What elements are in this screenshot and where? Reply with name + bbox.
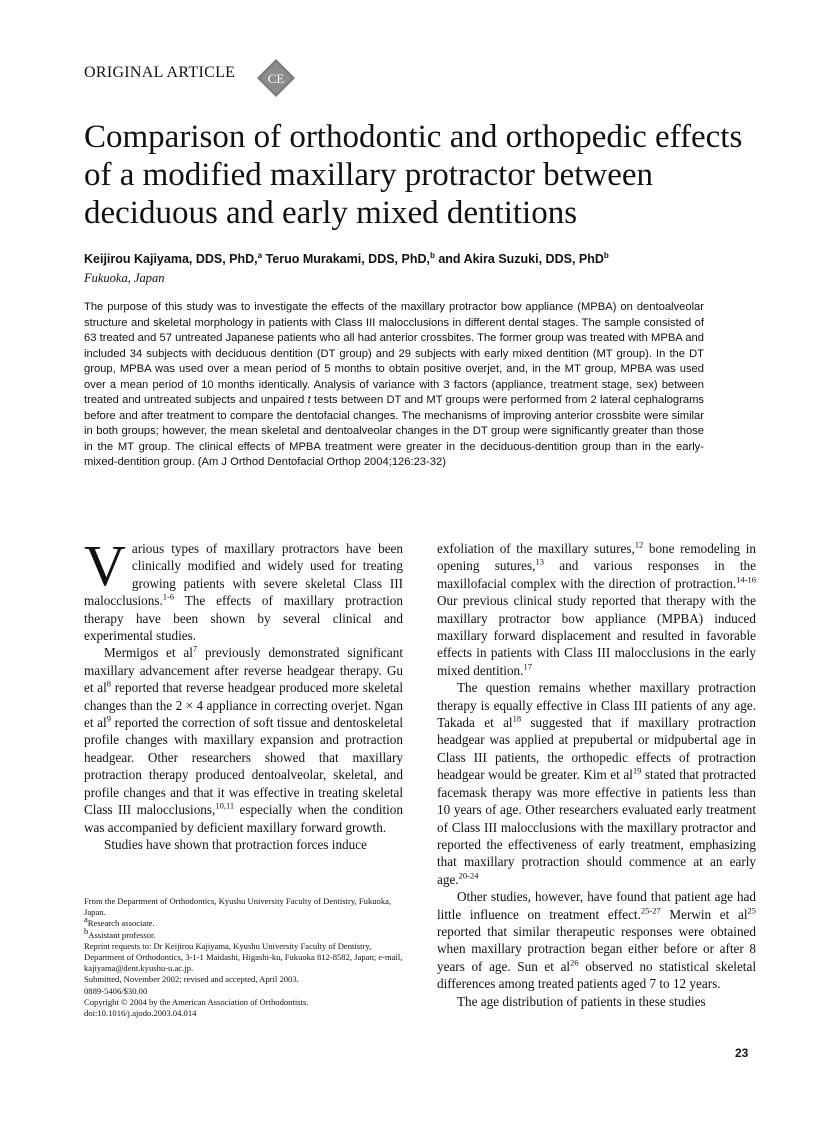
footnote-submitted: Submitted, November 2002; revised and accepted, April 2003. <box>84 974 299 985</box>
footnote-reprint: Reprint requests to: Dr Keijirou Kajiyama, Kyushu University Faculty of Dentistry, Department of Orthodontics, 3-1-1 Maidashi, Higashi-ku, Fukuoka 812-8582, Japan; e-mail, kajiyama@dent.kyushu-u.ac.jp. <box>84 940 403 974</box>
footnote-issn: 0889-5406/$30.00 <box>84 985 148 996</box>
article-title: Comparison of orthodontic and orthopedic effects of a modified maxillary protractor between deciduous and early mixed dentitions <box>84 119 743 231</box>
footnote-affiliation: From the Department of Orthodontics, Kyushu University Faculty of Dentistry, Fukuoka, Japan. <box>84 896 392 918</box>
article-type-label: ORIGINAL ARTICLE <box>84 64 236 81</box>
abstract-text-1: The purpose of this study was to investigate the effects of the maxillary protractor bow appliance (MPBA) on dentoalveolar structure and skeletal morphology in patients with Class III malocclusions in different dental stages. The sample consisted of 63 treated and 57 untreated Japanese patients who all had anterior crossbites. The former group was treated with MPBA and included 34 subjects with deciduous dentition (DT group) and 29 subjects with early mixed dentition (MT group). In the DT group, MPBA was used over a mean period of 5 months to obtain positive overjet, and, in the MT group, MPBA was used over a mean period of 10 months identically. Analysis of variance with 3 factors (appliance, treatment stage, sex) between treated and untreated subjects and unpaired <box>84 301 704 406</box>
author-1: Keijirou Kajiyama, DDS, PhD, <box>84 252 258 266</box>
body-paragraph: The question remains whether maxillary protraction therapy is equally effective in Class III patients of any age. Takada et $al^{18}$ suggested that if maxillary protraction headgear was applied at prepubertal or midpubertal age in Class III patients, the orthopedic effects of protraction headgear would be greater. Kim et $al^{19}$ stated that protracted facemask therapy was more effective in patients less than 10 years of age. Other researchers evaluated early treatment of Class III malocclusions with the maxillary protractor and reported the effectiveness of early treatment, emphasizing that maxillary protraction should commence at an early age.$^{20-24}$ <box>437 680 756 887</box>
body-paragraph: exfoliation of the maxillary sutures,$^{12}$ bone remodeling in opening sutures,$^{13}$ and various responses in the maxillofacial complex with the direction of protraction.$^{14-16}$ Our previous clinical study reported that therapy with the maxillary protractor bow appliance (MPBA) induced maxillary forward displacement and resulted in favorable effects in patients with Class III malocclusions in the early mixed dentition.$^{17}$ <box>437 539 756 678</box>
body-column-right <box>437 540 756 1010</box>
author-2: Teruo Murakami, DDS, PhD, <box>262 252 430 266</box>
author-3: and Akira Suzuki, DDS, PhD <box>434 252 604 266</box>
abstract-text-2: tests between DT and MT groups were performed from 2 lateral cephalograms before and after treatment to compare the dentofacial changes. The mechanisms of improving anterior crossbite were similar in both groups; however, the mean skeletal and dentoalveolar changes in the DT group were significantly greater than those in the MT group. The clinical effects of MPBA treatment were greater in the deciduous-dentition group than in the early-mixed-dentition group. (Am J Orthod Dentofacial Orthop 2004;126:23-32) <box>84 394 704 468</box>
body-paragraph: Studies have shown that protraction forces induce <box>104 836 367 852</box>
drop-cap: V <box>84 533 126 598</box>
body-column-left <box>84 533 403 853</box>
body-paragraph: Various types of maxillary protractors have been clinically modified and widely used for treating growing patients with severe skeletal Class III malocclusions.$^{1-6}$ The effects of maxillary protraction therapy have been shown by several clinical and experimental studies. <box>84 533 403 644</box>
footnote-copyright: Copyright © 2004 by the American Association of Orthodontists. <box>84 996 309 1007</box>
body-paragraph: Other studies, however, have found that patient age had little influence on treatment effect.$^{25-27}$ Merwin et $al^{25}$ reported that similar therapeutic responses were obtained when maxillary protraction began either before or after 8 years of age. Sun et $al^{26}$ observed no statistical skeletal differences among treated patients aged 7 to 12 years. <box>437 889 756 992</box>
ce-badge-text: CE <box>267 71 285 86</box>
author-3-affiliation: b <box>603 250 609 260</box>
body-paragraph: The age distribution of patients in these studies <box>457 993 706 1009</box>
author-2-affiliation: b <box>429 250 435 260</box>
abstract-italic-t: t <box>307 394 311 406</box>
footnote-role-b: $^b$Assistant professor. <box>84 925 156 940</box>
footnote-doi: doi:10.1016/j.ajodo.2003.04.014 <box>84 1008 197 1019</box>
footnote-role-a: $^a$Research associate. <box>84 914 155 929</box>
page-number: 23 <box>735 1046 749 1060</box>
body-paragraph: Mermigos et $al^7$ previously demonstrated significant maxillary advancement after reverse headgear therapy. Gu et $al^8$ reported that reverse headgear produced more skeletal changes than the 2 × 4 appliance in correcting overjet. Ngan et $al^9$ reported the correction of soft tissue and dentoskeletal profile changes with maxillary expansion and protraction headgear. Other researchers showed that maxillary protraction therapy produced dentoalveolar, skeletal, and profile changes and that it was effective in treating skeletal Class III malocclusions,$^{10,11}$ especially when the condition was accompanied by deficient maxillary forward growth. <box>84 644 403 835</box>
footnotes <box>84 896 403 1019</box>
author-location: Fukuoka, Japan <box>84 271 165 285</box>
abstract <box>84 300 704 471</box>
author-1-affiliation: a <box>257 250 263 260</box>
ce-badge-icon <box>256 58 296 98</box>
author-list <box>84 252 764 266</box>
